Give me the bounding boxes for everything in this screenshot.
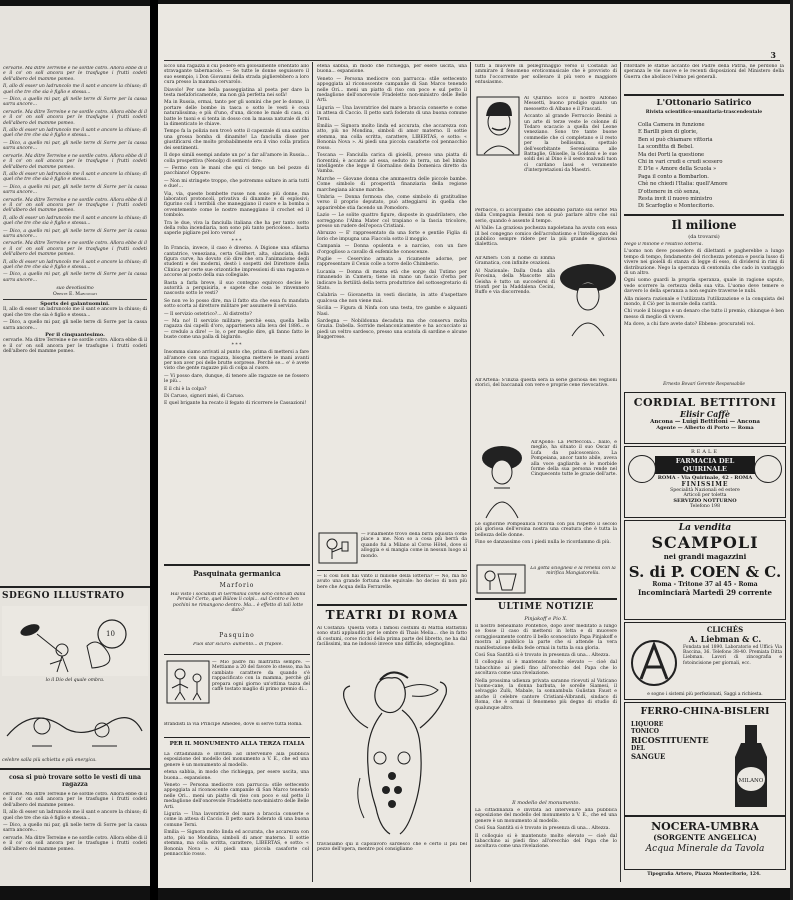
pasquinata-verse-1: Hai visto i socialisti di Germania come sono conciati dalla Persia? Certo, quel Bülow li colpì... sul Centro e ben pochini ne rimangono dentro. Ma... è effetto di tali lotte dato? (170, 592, 306, 614)
article-paragraph: Ma in Russia, ormai, tanto per gli uomini che per le donne, il portare delle bombe in tasca o sotto le vesti è cosa naturalissima; e più d'uno, d'una, dicono le male di casa, ci batte le tuoni e si tenta in dosso con la massa naturale di chi la dimenticato le chiave. (164, 100, 309, 128)
cordial-places: Ancona — Luigi Bettitoni — Ancona (650, 419, 760, 425)
monument-sub: Il modello del monumento. (512, 800, 580, 806)
divider (164, 737, 310, 738)
left-paragraph-repeat: Il, allo di esser un ladruncolo me il sant e ancore la chiuso; di quel che tre che sia è figlio e stessa... (3, 215, 147, 227)
article-paragraph: — Vi posso dare, dunque, di tenere alle ragazze se ne fossero le più... (164, 373, 309, 385)
left-divider (0, 586, 150, 588)
monument-paragraph: Veneto — Persona mediocre con parrucca: stile settecento appoggiata al riconoscente campanile di San Marco tenendo nelle Ori... meni un piatto di riso con poco e sul petto il medaglione dell'onorevole Fradeletto non-ministro delle Belle Arti. (164, 783, 309, 810)
mangiatorella-image (476, 564, 526, 594)
theatre-paragraph: All'Alfieri: Con il nome di Emma Gramatica, con infinite ovazioni. (475, 256, 555, 267)
farmacia-title: FARMACIA DEL QUIRINALE (655, 456, 755, 474)
left-paragraph-repeat: — Dico, a quello mi par, gli nelle terre di Sorre per la cassa sarra ancore... (3, 184, 147, 196)
farmacia-address: ROMA - Via Quirinale, 42 - ROMA (657, 475, 753, 481)
monument-paragraph: Così Sua Santità si è trovato in presenza di una... Altezza. (475, 826, 610, 832)
region-paragraph: Lucania — Donna di mezza età che sorge dal Tutimo per rimanendo in Camera; tiene in mano un fascio d'erba per indicare la fertilità della terra produttrice del sottosegretario di Stato. (317, 269, 467, 292)
article-paragraph: Il dopo simili esempi andate un po' a far all'amore in Russia... colla prospettiva (Nenolp) di sentirvi dire: (164, 153, 309, 164)
region-paragraph: Calabria — Giovanetta in vesti discinte, in atto d'aspettare qualcosa che non viene mai. (317, 293, 467, 304)
article-paragraph: — Non mi stringete troppo, che potremmo saltare in aria tutti e due!... (164, 178, 309, 190)
left-paragraph: — Dico, a quello mi par, gli nelle terre di Sorre per la cassa sarra ancore... (3, 97, 147, 108)
beer-drinker-image (318, 532, 358, 564)
divider (164, 654, 310, 655)
ottonario-title: L'Ottonario Satirico (656, 98, 752, 108)
poem-line: Colla Camera in funzione (638, 122, 705, 128)
cartoon-illustration-2 (2, 696, 148, 756)
article-paragraph: E quel brigante ha recato il fegato di ricorrere le Cassazioni! (164, 401, 307, 407)
milione-title: Il milione (671, 218, 737, 232)
ottonario-sub: Rivista scientifico-umanitaria-trascendentale (645, 110, 763, 115)
bisleri-word: RICOSTITUENTE (631, 735, 709, 745)
col4-intro: ritordare le statue accanto del Padre della Patria, ne perdono la speranza le vie nuove e le recenti disposizioni del Ministero della Guerra che abolisce l'elmo pei generali. (624, 64, 784, 80)
scampoli-coen-ad (624, 520, 786, 620)
left-paragraph-repeat: — Dico, a quello mi par, gli nelle terre di Sorre per la cassa sarra ancore... (3, 228, 147, 239)
region-paragraph: Toscana — Fanciulla carica di gioielli, presso una piatta di fiorentini; è accanto ad essa, seduto in terra, un bel bimbo intelligente che legge il Giornalino della Domenica diretto da Vamba. (317, 153, 467, 175)
illustration-caption: lo il Dio del quale ombra. (45, 678, 105, 683)
col3-text-f (475, 522, 617, 562)
ultime-paragraph: Nella prossima udienza privata saranno ricevuti al Vaticano l'uomo-cane, la donna barbuta, le sorelle Siamesi, il selvaggio Zulù, Mabale, la sonnambula Gulistan Faust e anche il celebre cantore Cristiani-Albrandi, sindaco di Roma, che è ormai il fenomeno più degno di studio di qualunque altro. (475, 678, 617, 711)
milione-paragraph: Chi vuole il bisogno e un denaro che tutto il premio, chiunque è ben messo di meglio di vivere. (624, 309, 784, 320)
crest-icon (754, 455, 782, 483)
cordial-bettitoni-ad (624, 392, 786, 444)
liebman-logo-icon (629, 635, 679, 691)
teatri-caption: travasiamo qui il capolavoro sardesco che è certo il più bel pezzo dell'opera, mentre poi consigliamo (317, 842, 467, 853)
region-paragraph: etena sabbia, in modo che richiegga, per esere uscita, una buona... espansione. (317, 64, 467, 75)
bisleri-bottle-icon (721, 723, 781, 809)
signature-line: suo devotissimo (56, 286, 94, 292)
divider (475, 598, 617, 600)
poem-line: Di Scarfoglio e Montecitorio. (638, 203, 715, 210)
cliches-company: A. Liebman & C. (688, 634, 762, 644)
region-paragraph: Umbria — Donna formosa che, come simbolo di gratitudine verso il proprio deputato, può atteggiarsi in quella che apparirebbe stia facendo un Pomodoro. (317, 194, 467, 211)
article-paragraph: Insomma siamo arrivati al punto che, prima di mettersi a fare all'amore con una ragazza, bisogna mettere le mani avanti per non aver poi delle brutte sorprese. Perchè se... e' è avete visto che gente ragazze più di colpa al cuore. (164, 350, 309, 372)
ultime-sub: Pinjakoff e Pio X. (524, 616, 568, 622)
caffe-cartoon-image (166, 660, 210, 704)
bisleri-word: DEL (631, 745, 645, 752)
cliches-liebman-ad (624, 622, 786, 700)
poem-line: Ben si può chiamare vittoria (638, 136, 713, 143)
monument-paragraph: Liguria — Una lavoratrice del mare a braccia conserte e come in attesa di Caccio. Il petto sarà foderato di una buona comune Terni. (164, 812, 309, 828)
left-paragraph-repeat: — Dico, a quello mi par, gli nelle terre di Sorre per la cassa sarra ancore... (3, 272, 147, 283)
left-paragraph: Il, allo di esser un ladruncolo me il sant e ancore la chiuso; di quel che tre che sia è figlio e stessa... (3, 307, 147, 318)
gerente-signature: Ernesto Bovari Gerente Responsabile (663, 382, 745, 387)
monument-paragraph: La cittadinanza è invitata ad intervenire alla pubblica esposizione del modello del monumento a V. E., che ed una genere è un monumento al modello. (475, 808, 617, 824)
article-paragraph: Tempo fa la polizia non trovò sotto il capezzale di una santina una grossa bomba di dinamite! La fanciulla disse per giustificarsi che molto probabilmente era il vino colla pratica dei sentimenti. (164, 129, 309, 151)
singer-illustration (320, 658, 464, 838)
farmacia-reale: REALE (691, 449, 719, 455)
left-paragraph-repeat: cervarle. Ma ditre Terreine e ne sordle cotro. Allora ebbe di il e il co' on soll ancora per le trasfugne i frutti codeti dell'albero del mamme pomeo. (3, 197, 147, 214)
divider (624, 94, 784, 96)
monument-paragraph: Emilia — Signora molto linda ed accurata, che accarezza con atto, più no Mondina, simboli di amor materno. Il sottie stemma, ma colla scritta, carattere, LIBERTAS, e sotto: « Bononia Nova ». Ai piedi una piccola casaforte col pennacchio rosso. (164, 830, 309, 857)
portrait-messetti (476, 96, 520, 156)
section-star: * * * (231, 342, 242, 348)
cordial-agent: Agente — Alberto di Porto — Roma (656, 425, 754, 431)
page-number: 3 (770, 50, 776, 60)
poem-line: E D'le « Amore della Scuola » (638, 166, 717, 173)
theatre-paragraph: All'Artena: S'inizia questa sera la serie gloriosa dei veglioni storici, del baccanali con vere e proprie cene rievocative. (475, 378, 617, 389)
theatre-paragraph: Fino se danzassimo con i piedi nulla le ricordammo di più. (475, 540, 611, 546)
theatre-paragraph: All'Apollo: La Perfeccola... ballo, e meglio, ha situato il suo Oscar di Lufa da palcoscenico. La Pompeiana, ancor tanto abile, aveva alla voce gagliarda e le morbide forme della sua persona rende nel Cinquecento tutte le grazie dell'arte. (531, 440, 617, 478)
region-paragraph: Marche — Giovane donna che ammaestra delle piccole bambe. Come simbolo di prosperità finanziaria della regione marchegiana alcune marche. (317, 176, 467, 193)
vendita-title: La vendita (678, 523, 732, 533)
cliches-title: CLICHÉS (706, 625, 744, 634)
col3-text-c (475, 256, 555, 376)
monument-paragraph: Il colloquio si è mantenuto molto elevato — cioè dal tabacchino ai piedi fino all'orecchio del Papa che lo ascoltava come una rivelazione. (475, 833, 617, 850)
milione-paragraph: L'uomo non deve possedere di dilettanti e pagherebbe a lungo tempo di tempo, fondamento del ricchezza potenza e poscia lusso di vivere nei gioielli di stanza di legge di esso, di dividersi in rimi di distribuzione. Nego la speranza di centomila che cado in vantaggio di un altro. (624, 249, 784, 277)
right-page (158, 4, 790, 888)
article-paragraph: — Ma no! Il servizio militare; perchè essa, quella bella ragazza dai capelli d'oro, apparteneva alla leva del 1886... e — credulo a dire! — lo, o per meglio dire, gli fanno fatto le buste come una palla di biglardo. (164, 319, 309, 341)
article-paragraph: Via, via, queste bombette russe non sono più donne, ma laboratori protoncoli, privativa di dinamite e di esplosivi; figurino coll i terribili che maneggiano il cuore e la bomba a ovventemente come le nostre maneggiano il crochet ed il tombolo. (164, 191, 309, 219)
region-paragraph: Veneto — Persona mediocre con parrucca: stile settecento appoggiata al riconoscente campanile di San Marco tenendo nelle Ori... meni un piatto di riso con poco e sul petto il medaglione dell'onorevole Fradeletto non-ministro delle Belle Arti. (317, 76, 467, 104)
left-paragraph: Il, allo di esser un ladruncolo me il sant e ancore la chiuso; di quel che tre che sia è figlio e stessa... (3, 84, 147, 95)
farmacia-line: SERVIZIO NOTTURNO (673, 498, 737, 504)
signer-name: Oreste E. Marconati (53, 291, 97, 297)
caffe-caption: — Mio padre mi maltratta sempre. — Mettiamo a 20 del favore lo stesso, ma ha cambiato carattere da quando s'è rappacificato con la mamma, perchè gli prepara ogni giorno un'ottima tazza del caffè tostato maglio di primo premio di... (212, 660, 310, 693)
nocera-sub: (SORGENTE ANGELICA) (653, 833, 757, 842)
region-paragraph: Puglie — Ceservino armata a ricamente adorne, per rappresentare il Cenis colle a torre dello Chimberio. (317, 257, 467, 268)
farmacia-line: Articoli per toletta (683, 493, 727, 498)
col3-text-d (475, 378, 617, 438)
cartoon-illustration (2, 606, 148, 676)
col3-text-b (475, 208, 617, 254)
scampoli-title: SCAMPOLI (651, 533, 759, 552)
left-page (0, 6, 150, 886)
left-paragraph: — Dico, a quello mi par, gli nelle terre di Sorre per la cassa sarra ancore... (3, 823, 147, 834)
poem-line: D'ottenere in ciò senza, (638, 188, 701, 195)
ferrarelle-notice: — E così non hai vinto il milione della lotteria? — No, ma ho avuto una grande fortuna che equivale: ho deciso di non più bere che Acqua della Ferrarelle. (317, 574, 467, 590)
left-paragraph: cervarle. Ma ditre Terreine e ne sordle cotro. Allora ebbe di il e il co' on soll ancora per le trasfugne i frutti codeti dell'albero del mamme pomeo. (3, 835, 147, 852)
theatre-paragraph: Al Nazionale: Dalla Onda alla Forosina, della Mascotte alla Geisha è tutto un succedersi di trionfi per la Maddalena Cecini, Ruffo e via discorrendo. (475, 268, 555, 296)
monument-title: PER IL MONUMENTO ALLA TERZA ITALIA (169, 741, 305, 747)
section-star: * * * (231, 238, 242, 244)
left-paragraph: Il, allo di esser un ladruncolo me il sant e ancore la chiuso; di quel che tre che sia è figlio e stessa... (3, 810, 147, 821)
poem-line: Ma dei Porti la questione (638, 151, 705, 158)
monument-paragraph: etena sabbia, in modo che richiegga, per esere uscita, una buona... espansione. (164, 770, 309, 781)
left-paragraph: — Dico, a quello mi par, gli nelle terre di Sorre per la cassa sarra ancore... (3, 320, 147, 331)
birra-notice: — Finalmente trovo della birra squisita come piace a me. Non so a cosa più berrà da quando fui a Milano al Corso Hôtel, dove si alloggia e si mangia come in nessun luogo al mondo. (361, 532, 467, 559)
left-paragraph-repeat: Il, allo di esser un ladruncolo me il sant e ancore la chiuso; di quel che tre che sia è figlio e stessa... (3, 171, 147, 183)
coen-title: S. di P. COEN & C. (628, 563, 782, 581)
nocera-umbra-ad (624, 816, 786, 870)
left-bottom-text (3, 792, 147, 882)
monument-paragraph: La cittadinanza è invitata ad intervenire alla pubblica esposizione del modello del monumento a V. E., che ed una genere è un monumento al modello. (164, 752, 309, 768)
article-paragraph: Di Caruso, signori miei, di Caruso. (164, 393, 245, 399)
column-2 (317, 64, 467, 559)
fifty-heading: Per il cinquantesimo. (45, 332, 105, 339)
left-paragraph-repeat: cervarle. Ma ditre Terreine e ne sordle cotro. Allora ebbe di il e il co' on soll ancora per le trasfugne i frutti codeti dell'albero del mamme pomeo. (3, 153, 147, 170)
divider (624, 214, 784, 216)
article-paragraph: E il chi è la colpa? (164, 386, 207, 392)
region-paragraph: Liguria — Una lavoratrice del mare a braccia conserte e come in attesa di Caccio. Il petto sarà foderato di una buona comune Terni. (317, 105, 467, 122)
theatre-paragraph: Le signorine Pompeanica ricorda con più rispetto il secolo più gloriosa dell'eroina nostra una creatura che è tutta la bellezza delle donne. (475, 522, 617, 538)
poem-line: Paga il conto a Bombarlon. (638, 173, 709, 180)
ultime-paragraph: Il nostro beneamato Pontefice, dopo aver meditato a lungo se fosse il caso di mettersi in lotta e di muovere coraggiosamente contro il bello sconosciuto Papa Pinjakoff e mostra al pubblico la parte che si attende la vera manifestazione della fede ormai in tutta la sua gloria. (475, 624, 617, 651)
divider (317, 604, 467, 606)
bisleri-word: TONICO (631, 728, 659, 735)
poem-line: Chi in vari crudi e crudi scesero (638, 159, 723, 166)
poem-line: Chè ne chiedi l'Italia: quell'Amore (638, 181, 728, 188)
poem-line: La sconfitta di Bebel. (638, 144, 694, 151)
farmacia-line: FINISSIME (681, 481, 729, 488)
bisleri-label-city: MILANO (738, 778, 764, 784)
ultime-text (475, 624, 617, 799)
article-paragraph: Se non ve lo posso dire, ma il fatto sta che essa fu mandata sotto scorta al direttore militare per assumere il servizio. (164, 298, 309, 310)
sdegno-illustrato-title: SDEGNO ILLUSTRATO (2, 591, 125, 601)
monument-text (164, 752, 309, 880)
page-gutter (150, 0, 158, 900)
brandisti-line: Brandisti la via Principe Amedeo, dove si serve tutta Roma. (164, 722, 303, 727)
column-rule (470, 62, 471, 882)
col3-text-e (531, 440, 617, 520)
farmacia-quirinale-ad (624, 446, 786, 518)
portrait-pompeanica (476, 440, 528, 520)
ferro-china-bisleri-ad (624, 702, 786, 816)
region-paragraph: Campania — Donna opulenta e a narciso, con un fare d'orgoglioso a cavallo di eufemiche conoscenze. (317, 244, 467, 255)
bisleri-title: FERRO-CHINA-BISLERI (640, 706, 770, 717)
left-paragraph: cervarle. Ma ditre Terreine e ne sordle cotro. Allora ebbe di il e il co' on soll ancora per le trasfugne i frutti codeti dell'albero del mamme pomeo. (3, 66, 147, 82)
ottonario-poem (638, 122, 778, 211)
article-paragraph: Ecco una ragazza il cui podere era golosamente orientato allo stravagante tabernacolo. — Se tutte le donne seguissero il suo esempio, i Don Giovanni della strada piglierebbero a loro cura presso la mamma cervarolo. (164, 64, 309, 86)
teatri-text: Al Costanzi: Questa volta i famosi costumi di Mattia Battistini sono stati applauditi per le ombre di Thais Melia... che in fatto di costumi, corse ricchi della prima parte del libretto, ne ha dal facilissimi, ma ne indossò invece uno difficile, sdegnoglino. (317, 626, 467, 648)
monument-col3-text (475, 808, 617, 880)
milione-paragraph: Nego il milione e relativo lotteria. (624, 242, 703, 247)
bisleri-word: SANGUE (631, 752, 666, 761)
milione-paragraph: Alla misera razionale e l'utilizzata l'utilizzazione e la conquista del mondo, il Ciò per la morale della carità. (624, 296, 784, 308)
left-paragraph-repeat: Il, allo di esser un ladruncolo me il sant e ancore la chiuso; di quel che tre che sia è figlio e stessa... (3, 259, 147, 270)
farmacia-phone: Telefono 198 (689, 504, 721, 509)
left-paragraph: cervarle. Ma ditre Terreine e ne sordle cotro. Allora ebbe di il e il co' on soll ancora per le trasfugne i frutti codeti dell'albero del mamme pomeo. (3, 338, 147, 355)
theatre-paragraph: Perbacco, ci accorgiamo che abbiamo parlato sul serio! Ma dalla Compagnia Benini non si può parlare altro che sul serio, quando è assente il tempo. (475, 208, 617, 224)
cordial-sub: Elisir Caffè (680, 409, 730, 419)
bisleri-word: LIQUORE (631, 721, 664, 728)
left-paragraph-repeat: cervarle. Ma ditre Terreine e ne sordle cotro. Allora ebbe di il e il co' on soll ancora per le trasfugne i frutti codeti dell'albero del mamme pomeo. (3, 109, 147, 126)
bisleri-words (631, 721, 717, 761)
farmacia-line: Specialità Nazionali ed estere (670, 488, 740, 493)
ultime-paragraph: Così Sua Santità si è trovato in presenza di una... Altezza. (475, 653, 610, 659)
crest-icon (628, 455, 656, 483)
left-divider-2 (0, 768, 150, 770)
article-paragraph: Tra le due, viva la fanciulla italiana che ha per tanto sotto della roba incendiaria, non sono più tanto pericolose... basta saperle pigliare pel loro verso! (164, 220, 309, 237)
cliches-footer: e sogno i sistemi più perfezionati, Saggi a richiesta. (647, 692, 763, 697)
sports-heading: Sports dei galantuomini. (40, 301, 110, 308)
theatre-paragraph: Al Valle: La graziosa pochezza napoletana ha avuto con essa ill bel congegno comico dell'acrobatismo e l'intelligenza del pubblico sempre ridere per la più grande e gloriosa dialettica. (475, 226, 617, 248)
svg-text:10: 10 (106, 630, 115, 638)
milione-sub: (da trovarsi) (688, 234, 720, 240)
milione-paragraph: Ogni uomo guardi la propria speranza, quale in ragione saputo, vede scorrere la certezza della sua vita. L'uomo deve temere e davvero lo della speranza a non seguire traverse le nubi. (624, 278, 784, 295)
article-paragraph: Basta a farla breve, il suo contegno equivoco decise le autorità a perquisirla, e sapete che cosa le rinvennero nascosto sotto le vesti? (164, 280, 309, 297)
milione-paragraph: Ma dove, a chi fare avete dato? Ebbene: procurateli voi. (624, 322, 755, 328)
cordial-title: CORDIAL BETTITONI (633, 396, 777, 409)
nocera-title: NOCERA-UMBRA (651, 820, 759, 833)
printer-imprint: Tipografia Artero, Piazza Montecitorio, 124. (647, 872, 761, 877)
column-1 (164, 64, 309, 569)
coen-date: Incominciarà Martedì 29 corrente (638, 588, 772, 597)
top-rule (164, 60, 780, 61)
region-paragraph: Lazio — Le solite quattro figure, disposte in quadrilatero, che sorreggono l'Alma Mater col trapiano e la fascia tricolore, presso un rudere dell'epoca Cristiani. (317, 213, 467, 229)
region-paragraph: Sicilia — Figura di Ninfa con una testa, tre gambe e alquanti Nasi. (317, 306, 467, 317)
signature-block (3, 286, 147, 297)
nocera-slogan: Acqua Minerale da Tavola (645, 844, 765, 854)
scampoli-sub: nei grandi magazzini (663, 552, 747, 561)
coen-address: Roma - Tritone 37 al 45 - Roma (652, 581, 758, 588)
left-paragraph-repeat: — Dico, a quello mi par, gli nelle terre di Sorre per la cassa sarra ancore... (3, 140, 147, 152)
bottom-caption: celebre salla più schietta e più energica. (2, 758, 97, 763)
col1-divider (164, 564, 310, 566)
article-paragraph: Diavolo! Per une bella passeggiatina al poeta per dare la testa mefaforicamente, ma non già perfetta nei sofà! (164, 87, 309, 99)
cliches-text: Fondata nel 1890. Laboratorio ed Uffici: Via Baccina, 36. Telefono 38-40. Premiata Ditta Liebman. Lavori di zincografia e fotoincisione per giornali, ecc. (683, 645, 782, 666)
teatri-continue: tutti a muovere in pellegrinaggio verso il Costanzi ad ammirare il fenomeno eroticomusicale che è provvisto di tutto l'occorrente per sollevare il più vero e maggiore entusiasmo. (475, 64, 617, 86)
region-paragraph: Abruzzo — E' rappresentato da una forte e gentile Figlia di Iorio che impugna una Fiaccola sotto il moggio. (317, 231, 467, 242)
theatre-paragraph: Al Quirino: Ecco il nostro Alfonso Messetti, buono prodigio quanto un mesosetto di Albano e il Frascati. (524, 96, 617, 112)
ultime-paragraph: Il colloquio si è mantenuto molto elevato — cioè dal tabacchino ai piedi fino all'orecchio del Papa che lo ascoltava come una rivelazione. (475, 660, 617, 677)
ultime-notizie-title: ULTIME NOTIZIE (498, 602, 594, 612)
bottom-heading: cosa si può trovare sotto le vesti di una ragazza (9, 774, 141, 788)
portrait-lady-hat (558, 256, 618, 338)
article-paragraph: — Il servizio ostetrico?... Al distretto? (164, 311, 252, 317)
poem-line: Resta invit il nuovo ministro (638, 196, 713, 203)
left-paragraph-repeat: Il, allo di esser un ladruncolo me il sant e ancore la chiuso; di quel che tre che sia è figlio e stessa... (3, 128, 147, 139)
pasquinata-verse-2: Puoi star sicuro: aumento... di frapole. (193, 642, 283, 647)
theatre-paragraph: Accanto al grande Ferruccio Benini a un arte di terze veste le colonne di Todaro scacacio a quella del Leone veneziano. Sono tre tante buone commedie che ci completano e il resto per la bellissima, spettalo dell'esorbitante Serenissima alle Battaglie, Ghiselle, la Goldoni e le sue soldi dei al Dino è il sesto malvadi tuon ci cardano lassi e veramente d'interpretazioni da Maestri. (524, 114, 617, 174)
article-paragraph: In Francia, invece, il caso è diverso. A Digione una sfilarna cantatrice, veneziana, certa Guilhert, alta, slanciata, della figura curve, ha dovuto ciò dire che ora l'animazione degli studenti e dei moderni, destò i sospetti del Direttore della Clinica per certe sue orizontiche impressioni di una ragazza e accorse al posto della sua collegiale. (164, 246, 309, 279)
speaker-marforio: Marforio (219, 582, 255, 589)
speaker-pasquino: Pasquino (219, 632, 255, 639)
mangiatorella-caption: La gotta sciogliesi e la renella con la mirifica Mangiatorella. (530, 566, 616, 577)
teatri-title: TEATRI DI ROMA (325, 608, 459, 622)
left-column-text (3, 66, 147, 357)
col3-text-a (524, 96, 617, 206)
region-paragraph: Emilia — Signora molto linda ed accurata, che accarezza con atto, più no Mondina, simboli di amor materno. Il sottie stemma, ma colla scritta, carattere, LIBERTAS, e sotto: « Bononia Nova ». Ai piedi una piccola casaforte col pennacchio rosso. (317, 124, 467, 151)
column-rule (312, 62, 313, 882)
poem-line: E Barilli pien di glorie, (638, 129, 698, 136)
milione-text (624, 242, 784, 382)
region-paragraph: Sardegna — Nobildonna decaduta ma che conserva molta Grazia. Dabella. Sorride melanconicamente e ha accucciato ai piedi un veltro sardesco, presso una scatola di sardine e alcune Buggerrese. (317, 319, 467, 341)
left-paragraph-repeat: cervarle. Ma ditre Terreine e ne sordle cotro. Allora ebbe di il e il co' on soll ancora per le trasfugne i frutti codeti dell'albero del mamme pomeo. (3, 241, 147, 258)
left-paragraph: cervarle. Ma ditre Terreine e ne sordle cotro. Allora ebbe di il e il co' on soll ancora per le trasfugne i frutti codeti dell'albero del mamme pomeo. (3, 792, 147, 808)
pasquinata-title: Pasquinata germanica (193, 569, 281, 578)
column-rule (620, 62, 621, 882)
divider (317, 570, 467, 571)
article-paragraph: — Fermo con le mani che qui ci tengo un bel pezzo di pacchiano! Oppure: (164, 165, 309, 177)
